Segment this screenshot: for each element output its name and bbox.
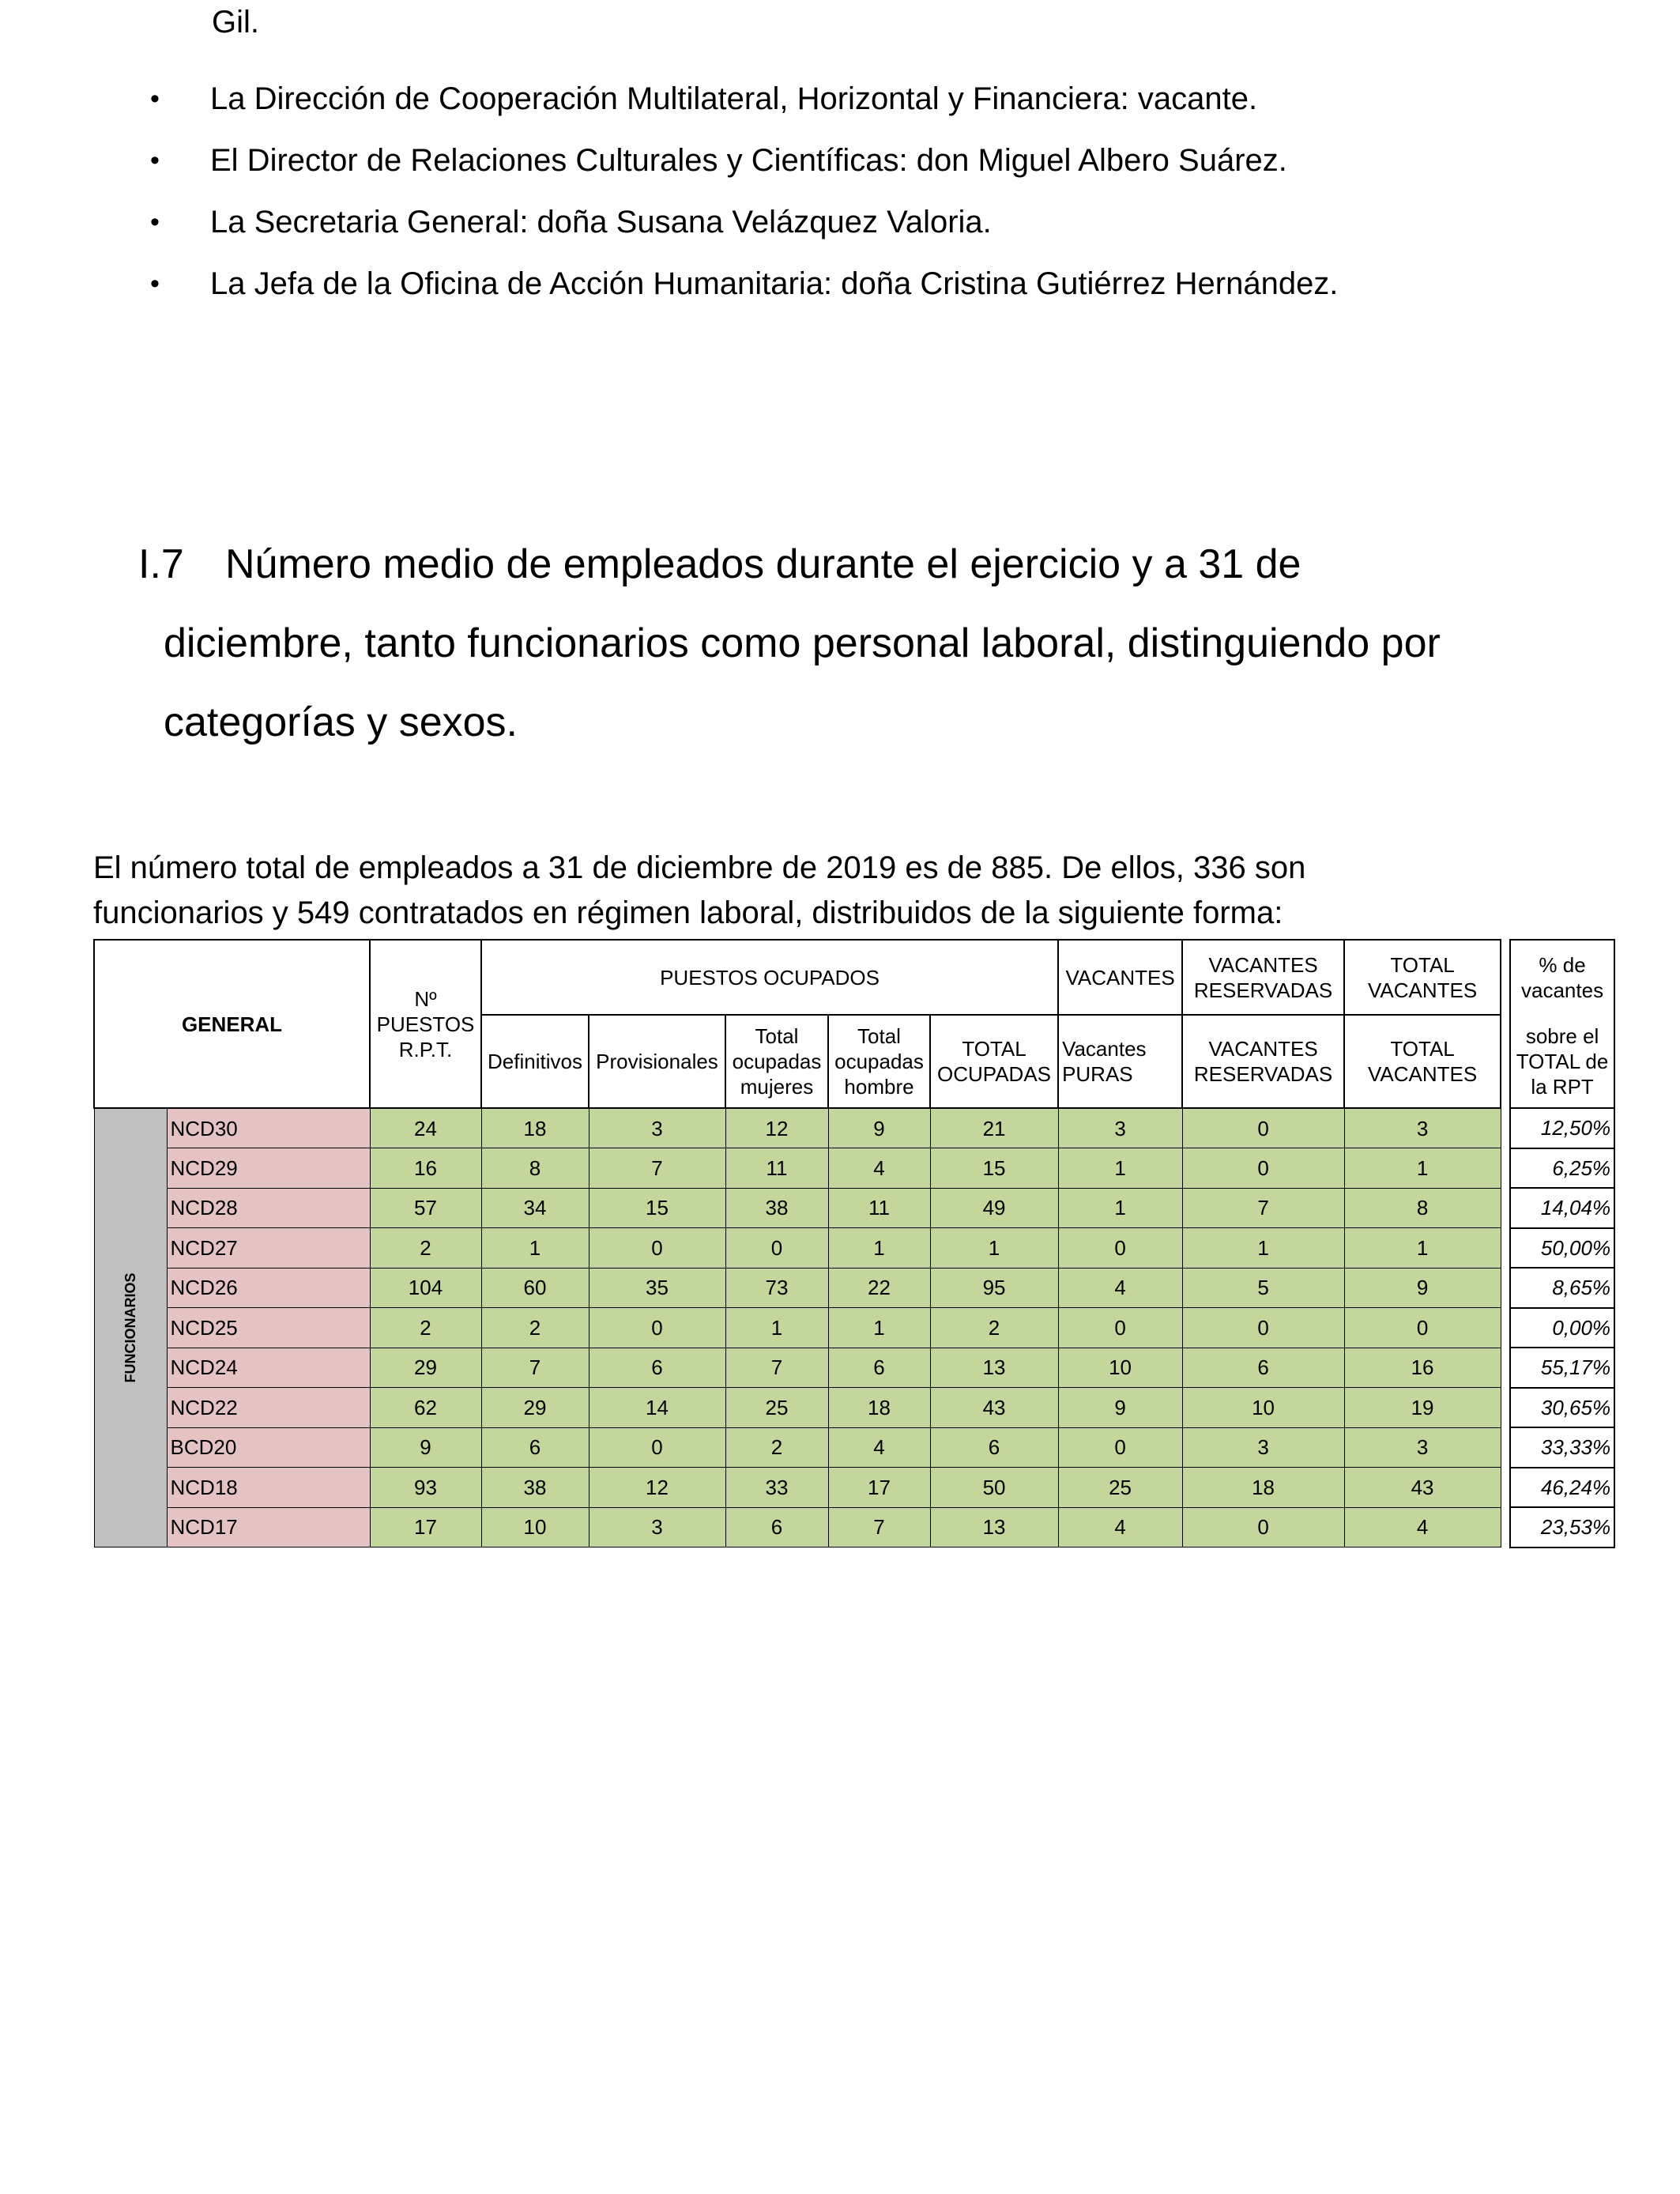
spacer [1501,1507,1510,1547]
spacer [1501,1427,1510,1468]
puestos-ocupados-header: PUESTOS OCUPADOS [481,940,1058,1015]
pct-vacantes-cell: 6,25% [1510,1148,1614,1189]
table-row [94,1108,1614,1148]
total-hombre-header: Total ocupadas hombre [828,1015,930,1108]
total-ocupadas-cell: 6 [930,1427,1058,1468]
table-row [94,1348,1614,1388]
spacer [1501,1108,1510,1148]
provisionales-cell: 15 [589,1188,725,1228]
hombres-cell: 1 [828,1308,930,1348]
table-row [94,1268,1614,1308]
total-ocupadas-cell: 1 [930,1228,1058,1269]
vacantes-header: VACANTES [1058,940,1182,1015]
mujeres-cell: 33 [725,1468,828,1508]
vacantes-puras-cell: 0 [1058,1308,1182,1348]
staff-table [93,939,1615,1548]
provisionales-cell: 35 [589,1268,725,1308]
spacer [1501,1015,1510,1108]
rpt-cell: 24 [370,1108,481,1148]
vacantes-puras-cell: 9 [1058,1388,1182,1428]
total-mujeres-header: Total ocupadas mujeres [725,1015,828,1108]
definitivos-cell: 29 [481,1388,589,1428]
section-title-line: categorías y sexos. [164,699,518,745]
category-cell: NCD24 [167,1348,370,1388]
hombres-cell: 7 [828,1507,930,1547]
vacantes-reservadas-cell: 0 [1182,1507,1344,1547]
total-vacantes-cell: 1 [1344,1228,1501,1269]
definitivos-cell: 18 [481,1108,589,1148]
bullet-icon: • [150,207,160,237]
pct-vacantes-cell: 46,24% [1510,1468,1614,1508]
pct-vacantes-cell: 55,17% [1510,1348,1614,1388]
table-row [94,1427,1614,1468]
bullet-item [150,191,1338,253]
category-cell: NCD28 [167,1188,370,1228]
hombres-cell: 18 [828,1388,930,1428]
vacantes-reservadas-subheader: VACANTES RESERVADAS [1182,1015,1344,1108]
bullet-icon: • [150,269,160,299]
mujeres-cell: 38 [725,1188,828,1228]
bullet-text: El Director de Relaciones Culturales y Científicas: don Miguel Albero Suárez. [210,143,1287,178]
total-vacantes-header: TOTAL VACANTES [1344,940,1501,1015]
hombres-cell: 17 [828,1468,930,1508]
table-row [94,1507,1614,1547]
vacantes-reservadas-cell: 6 [1182,1348,1344,1388]
hombres-cell: 22 [828,1268,930,1308]
funcionarios-group [94,1108,167,1547]
vacantes-puras-cell: 3 [1058,1108,1182,1148]
provisionales-cell: 6 [589,1348,725,1388]
table-row [94,1228,1614,1269]
rpt-cell: 2 [370,1308,481,1348]
bullet-item [150,68,1338,130]
section-number: I.7 [138,541,184,587]
total-vacantes-cell: 19 [1344,1388,1501,1428]
definitivos-cell: 6 [481,1427,589,1468]
hombres-cell: 4 [828,1148,930,1189]
total-ocupadas-cell: 2 [930,1308,1058,1348]
total-vacantes-cell: 8 [1344,1188,1501,1228]
rpt-cell: 62 [370,1388,481,1428]
spacer [1501,1348,1510,1388]
total-vacantes-cell: 4 [1344,1507,1501,1547]
vacantes-reservadas-cell: 0 [1182,1148,1344,1189]
rpt-cell: 9 [370,1427,481,1468]
mujeres-cell: 73 [725,1268,828,1308]
spacer [1501,1388,1510,1428]
total-ocupadas-cell: 15 [930,1148,1058,1189]
vacantes-puras-cell: 4 [1058,1268,1182,1308]
table-row [94,1148,1614,1189]
pct-vacantes-cell: 12,50% [1510,1108,1614,1148]
definitivos-header: Definitivos [481,1015,589,1108]
vacantes-reservadas-cell: 0 [1182,1308,1344,1348]
rpt-cell: 2 [370,1228,481,1269]
rpt-cell: 17 [370,1507,481,1547]
total-ocupadas-cell: 95 [930,1268,1058,1308]
pct-vacantes-cell: 50,00% [1510,1228,1614,1269]
provisionales-cell: 0 [589,1427,725,1468]
total-ocupadas-cell: 13 [930,1507,1058,1547]
category-cell: NCD25 [167,1308,370,1348]
spacer [1501,940,1510,1015]
bullet-item [150,130,1338,191]
table-row [94,1388,1614,1428]
section-title-line: diciembre, tanto funcionarios como personal laboral, distinguiendo por [164,620,1441,666]
vacantes-reservadas-cell: 3 [1182,1427,1344,1468]
vacantes-reservadas-cell: 7 [1182,1188,1344,1228]
mujeres-cell: 7 [725,1348,828,1388]
mujeres-cell: 6 [725,1507,828,1547]
bullet-text: La Jefa de la Oficina de Acción Humanitaria: doña Cristina Gutiérrez Hernández. [210,266,1339,301]
bullet-icon: • [150,84,160,114]
rpt-cell: 29 [370,1348,481,1388]
hombres-cell: 6 [828,1348,930,1388]
bullet-text: La Dirección de Cooperación Multilateral, Horizontal y Financiera: vacante. [210,81,1258,116]
mujeres-cell: 12 [725,1108,828,1148]
vacantes-reservadas-header: VACANTES RESERVADAS [1182,940,1344,1015]
continued-text: Gil. [212,5,259,40]
vacantes-puras-cell: 1 [1058,1148,1182,1189]
definitivos-cell: 2 [481,1308,589,1348]
total-vacantes-cell: 1 [1344,1148,1501,1189]
rpt-cell: 93 [370,1468,481,1508]
vacantes-puras-cell: 0 [1058,1228,1182,1269]
provisionales-cell: 3 [589,1507,725,1547]
total-vacantes-subheader: TOTAL VACANTES [1344,1015,1501,1108]
general-header: GENERAL [94,940,370,1108]
pct-vacantes-cell: 33,33% [1510,1427,1614,1468]
hombres-cell: 11 [828,1188,930,1228]
table-row [94,1468,1614,1508]
category-cell: NCD26 [167,1268,370,1308]
bullet-list [150,68,1338,315]
total-ocupadas-cell: 49 [930,1188,1058,1228]
vacantes-puras-cell: 25 [1058,1468,1182,1508]
rpt-cell: 16 [370,1148,481,1189]
provisionales-cell: 3 [589,1108,725,1148]
pct-vacantes-cell: 14,04% [1510,1188,1614,1228]
pct-vacantes-cell: 0,00% [1510,1308,1614,1348]
total-vacantes-cell: 16 [1344,1348,1501,1388]
total-vacantes-cell: 3 [1344,1427,1501,1468]
definitivos-cell: 1 [481,1228,589,1269]
definitivos-cell: 38 [481,1468,589,1508]
vacantes-puras-cell: 10 [1058,1348,1182,1388]
table-row [94,1188,1614,1228]
total-vacantes-cell: 9 [1344,1268,1501,1308]
bullet-item [150,253,1338,315]
mujeres-cell: 2 [725,1427,828,1468]
mujeres-cell: 1 [725,1308,828,1348]
total-vacantes-cell: 0 [1344,1308,1501,1348]
spacer [1501,1268,1510,1308]
provisionales-header: Provisionales [589,1015,725,1108]
intro-paragraph [93,846,1305,936]
mujeres-cell: 0 [725,1228,828,1269]
hombres-cell: 4 [828,1427,930,1468]
mujeres-cell: 25 [725,1388,828,1428]
mujeres-cell: 11 [725,1148,828,1189]
category-cell: BCD20 [167,1427,370,1468]
vacantes-reservadas-cell: 18 [1182,1468,1344,1508]
puestos-rpt-header: Nº PUESTOS R.P.T. [370,940,481,1108]
provisionales-cell: 7 [589,1148,725,1189]
rpt-cell: 57 [370,1188,481,1228]
total-vacantes-cell: 3 [1344,1108,1501,1148]
table-row [94,1308,1614,1348]
total-ocupadas-cell: 13 [930,1348,1058,1388]
spacer [1501,1228,1510,1269]
vacantes-reservadas-cell: 10 [1182,1388,1344,1428]
provisionales-cell: 14 [589,1388,725,1428]
vacantes-reservadas-cell: 1 [1182,1228,1344,1269]
hombres-cell: 9 [828,1108,930,1148]
pct-vacantes-cell: 30,65% [1510,1388,1614,1428]
section-heading [138,525,1441,762]
definitivos-cell: 7 [481,1348,589,1388]
pct-vacantes-header: % de vacantes [1510,940,1614,1015]
total-ocupadas-header: TOTAL OCUPADAS [930,1015,1058,1108]
total-ocupadas-cell: 50 [930,1468,1058,1508]
provisionales-cell: 12 [589,1468,725,1508]
provisionales-cell: 0 [589,1228,725,1269]
total-vacantes-cell: 43 [1344,1468,1501,1508]
funcionarios-label: FUNCIONARIOS [122,1272,138,1383]
spacer [1501,1308,1510,1348]
pct-vacantes-cell: 8,65% [1510,1268,1614,1308]
category-cell: NCD17 [167,1507,370,1547]
category-cell: NCD27 [167,1228,370,1269]
spacer [1501,1148,1510,1189]
category-cell: NCD29 [167,1148,370,1189]
definitivos-cell: 8 [481,1148,589,1189]
spacer [1501,1188,1510,1228]
definitivos-cell: 34 [481,1188,589,1228]
vacantes-puras-cell: 4 [1058,1507,1182,1547]
vacantes-reservadas-cell: 5 [1182,1268,1344,1308]
vacantes-puras-header: Vacantes PURAS [1058,1015,1182,1108]
bullet-icon: • [150,145,160,175]
category-cell: NCD30 [167,1108,370,1148]
section-title-line: Número medio de empleados durante el ejercicio y a 31 de [225,541,1301,587]
vacantes-puras-cell: 0 [1058,1427,1182,1468]
category-cell: NCD18 [167,1468,370,1508]
intro-line: funcionarios y 549 contratados en régimen laboral, distribuidos de la siguiente forma: [93,895,1283,930]
total-ocupadas-cell: 21 [930,1108,1058,1148]
provisionales-cell: 0 [589,1308,725,1348]
spacer [1501,1468,1510,1508]
definitivos-cell: 60 [481,1268,589,1308]
category-cell: NCD22 [167,1388,370,1428]
pct-vacantes-cell: 23,53% [1510,1507,1614,1547]
vacantes-reservadas-cell: 0 [1182,1108,1344,1148]
rpt-cell: 104 [370,1268,481,1308]
vacantes-puras-cell: 1 [1058,1188,1182,1228]
definitivos-cell: 10 [481,1507,589,1547]
intro-line: El número total de empleados a 31 de diciembre de 2019 es de 885. De ellos, 336 son [93,850,1306,885]
pct-sobre-rpt-header: sobre el TOTAL de la RPT [1510,1015,1614,1108]
bullet-text: La Secretaria General: doña Susana Velázquez Valoria. [210,205,992,239]
hombres-cell: 1 [828,1228,930,1269]
total-ocupadas-cell: 43 [930,1388,1058,1428]
